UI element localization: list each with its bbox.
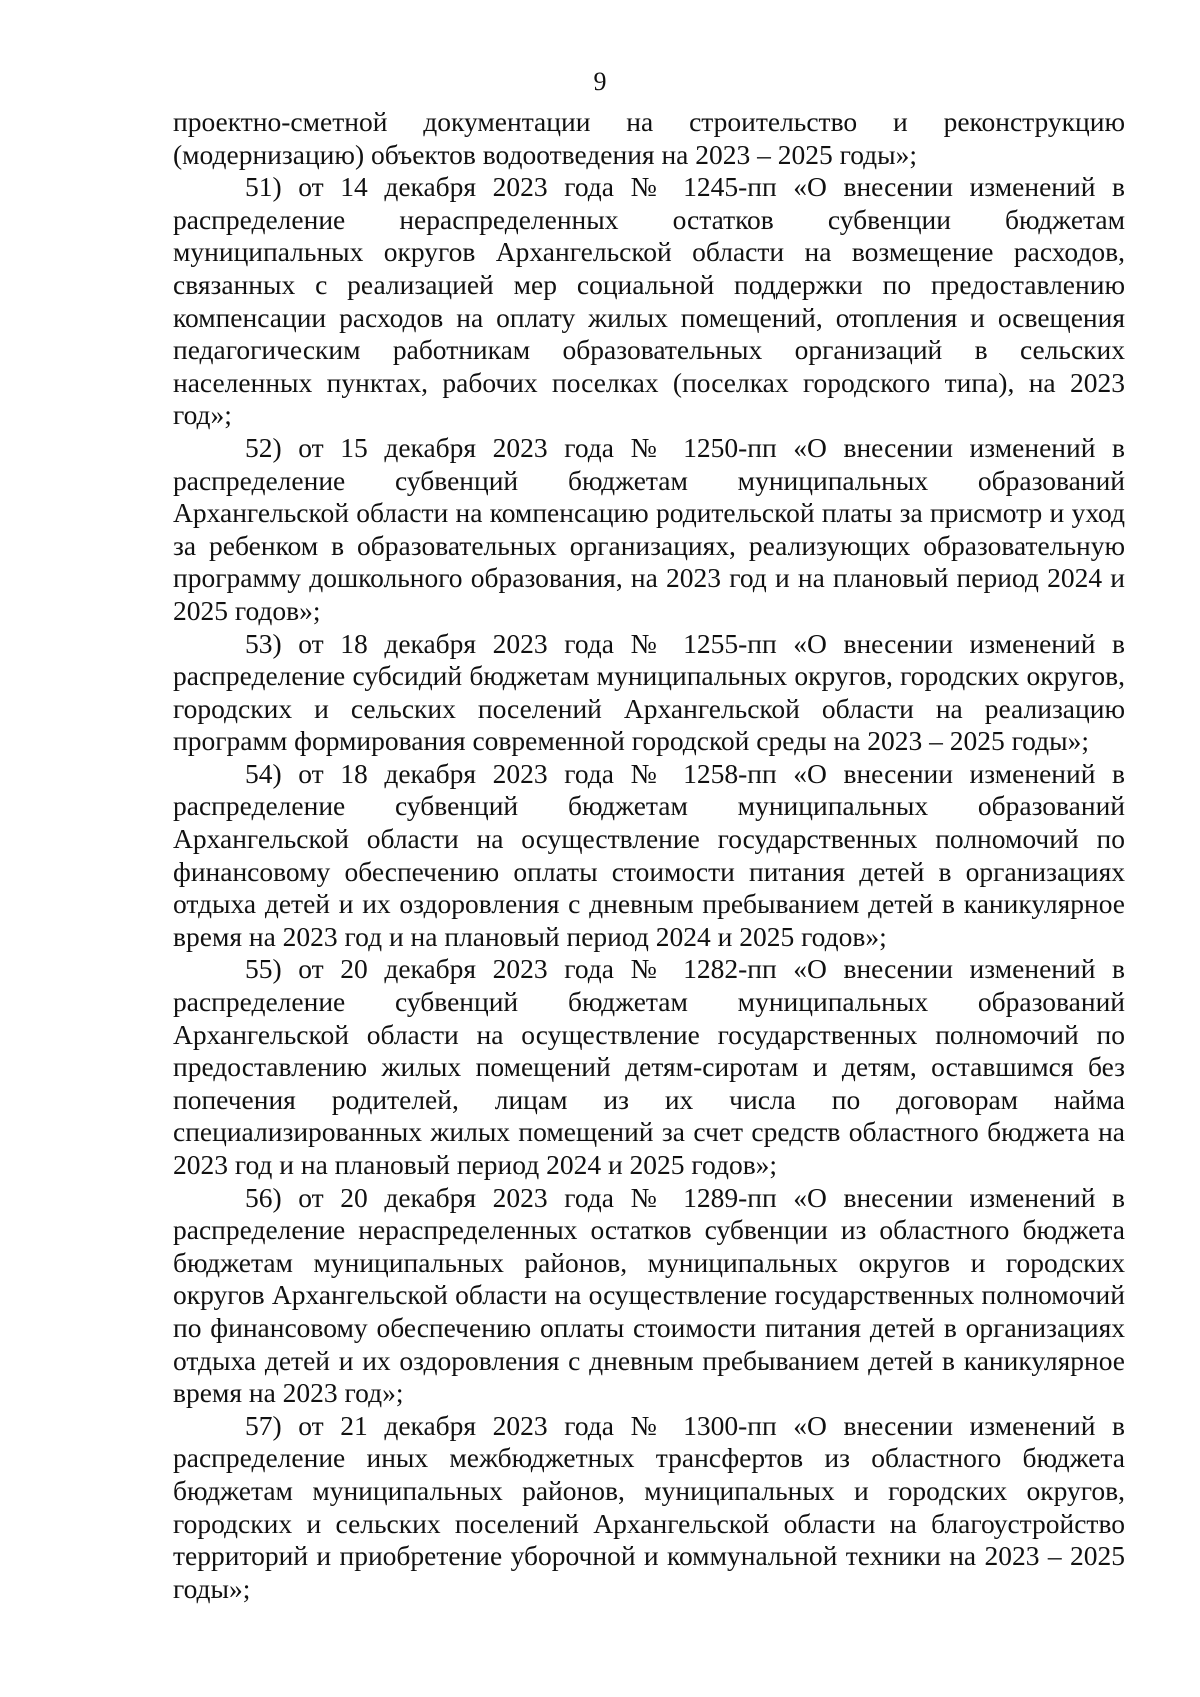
document-body [173, 106, 1125, 1605]
list-item-56: 56) от 20 декабря 2023 года № 1289-пп «О внесении изменений в распределение нераспределенных остатков субвенции из областного бюджета бюджетам муниципальных районов, муниципальных округов и городских округов Архангельской области на осуществление государственных полномочий по финансовому обеспечению оплаты стоимости питания детей в организациях отдыха детей и их оздоровления с дневным пребыванием детей в каникулярное время на 2023 год»; [173, 1181, 1125, 1409]
list-item-53: 53) от 18 декабря 2023 года № 1255-пп «О внесении изменений в распределение субсидий бюджетам муниципальных округов, городских округов, городских и сельских поселений Архангельской области на реализацию программ формирования современной городской среды на 2023 – 2025 годы»; [173, 627, 1125, 757]
list-item-57: 57) от 21 декабря 2023 года № 1300-пп «О внесении изменений в распределение иных межбюджетных трансфертов из областного бюджета бюджетам муниципальных районов, муниципальных и городских округов, городских и сельских поселений Архангельской области на благоустройство территорий и приобретение уборочной и коммунальной техники на 2023 – 2025 годы»; [173, 1409, 1125, 1604]
page-number: 9 [593, 67, 607, 96]
list-item-52: 52) от 15 декабря 2023 года № 1250-пп «О внесении изменений в распределение субвенций бюджетам муниципальных образований Архангельской области на компенсацию родительской платы за присмотр и уход за ребенком в образовательных организациях, реализующих образовательную программу дошкольного образования, на 2023 год и на плановый период 2024 и 2025 годов»; [173, 431, 1125, 626]
paragraph-continuation: проектно-сметной документации на строительство и реконструкцию (модернизацию) объектов водоотведения на 2023 – 2025 годы»; [173, 106, 1125, 170]
list-item-54: 54) от 18 декабря 2023 года № 1258-пп «О внесении изменений в распределение субвенций бюджетам муниципальных образований Архангельской области на осуществление государственных полномочий по финансовому обеспечению оплаты стоимости питания детей в организациях отдыха детей и их оздоровления с дневным пребыванием детей в каникулярное время на 2023 год и на плановый период 2024 и 2025 годов»; [173, 757, 1125, 952]
list-item-55: 55) от 20 декабря 2023 года № 1282-пп «О внесении изменений в распределение субвенций бюджетам муниципальных образований Архангельской области на осуществление государственных полномочий по предоставлению жилых помещений детям-сиротам и детям, оставшимся без попечения родителей, лицам из их числа по договорам найма специализированных жилых помещений за счет средств областного бюджета на 2023 год и на плановый период 2024 и 2025 годов»; [173, 953, 1125, 1180]
list-item-51: 51) от 14 декабря 2023 года № 1245-пп «О внесении изменений в распределение нераспределенных остатков субвенции бюджетам муниципальных округов Архангельской области на возмещение расходов, связанных с реализацией мер социальной поддержки по предоставлению компенсации расходов на оплату жилых помещений, отопления и освещения педагогическим работникам образовательных организаций в сельских населенных пунктах, рабочих поселках (поселках городского типа), на 2023 год»; [173, 171, 1125, 431]
